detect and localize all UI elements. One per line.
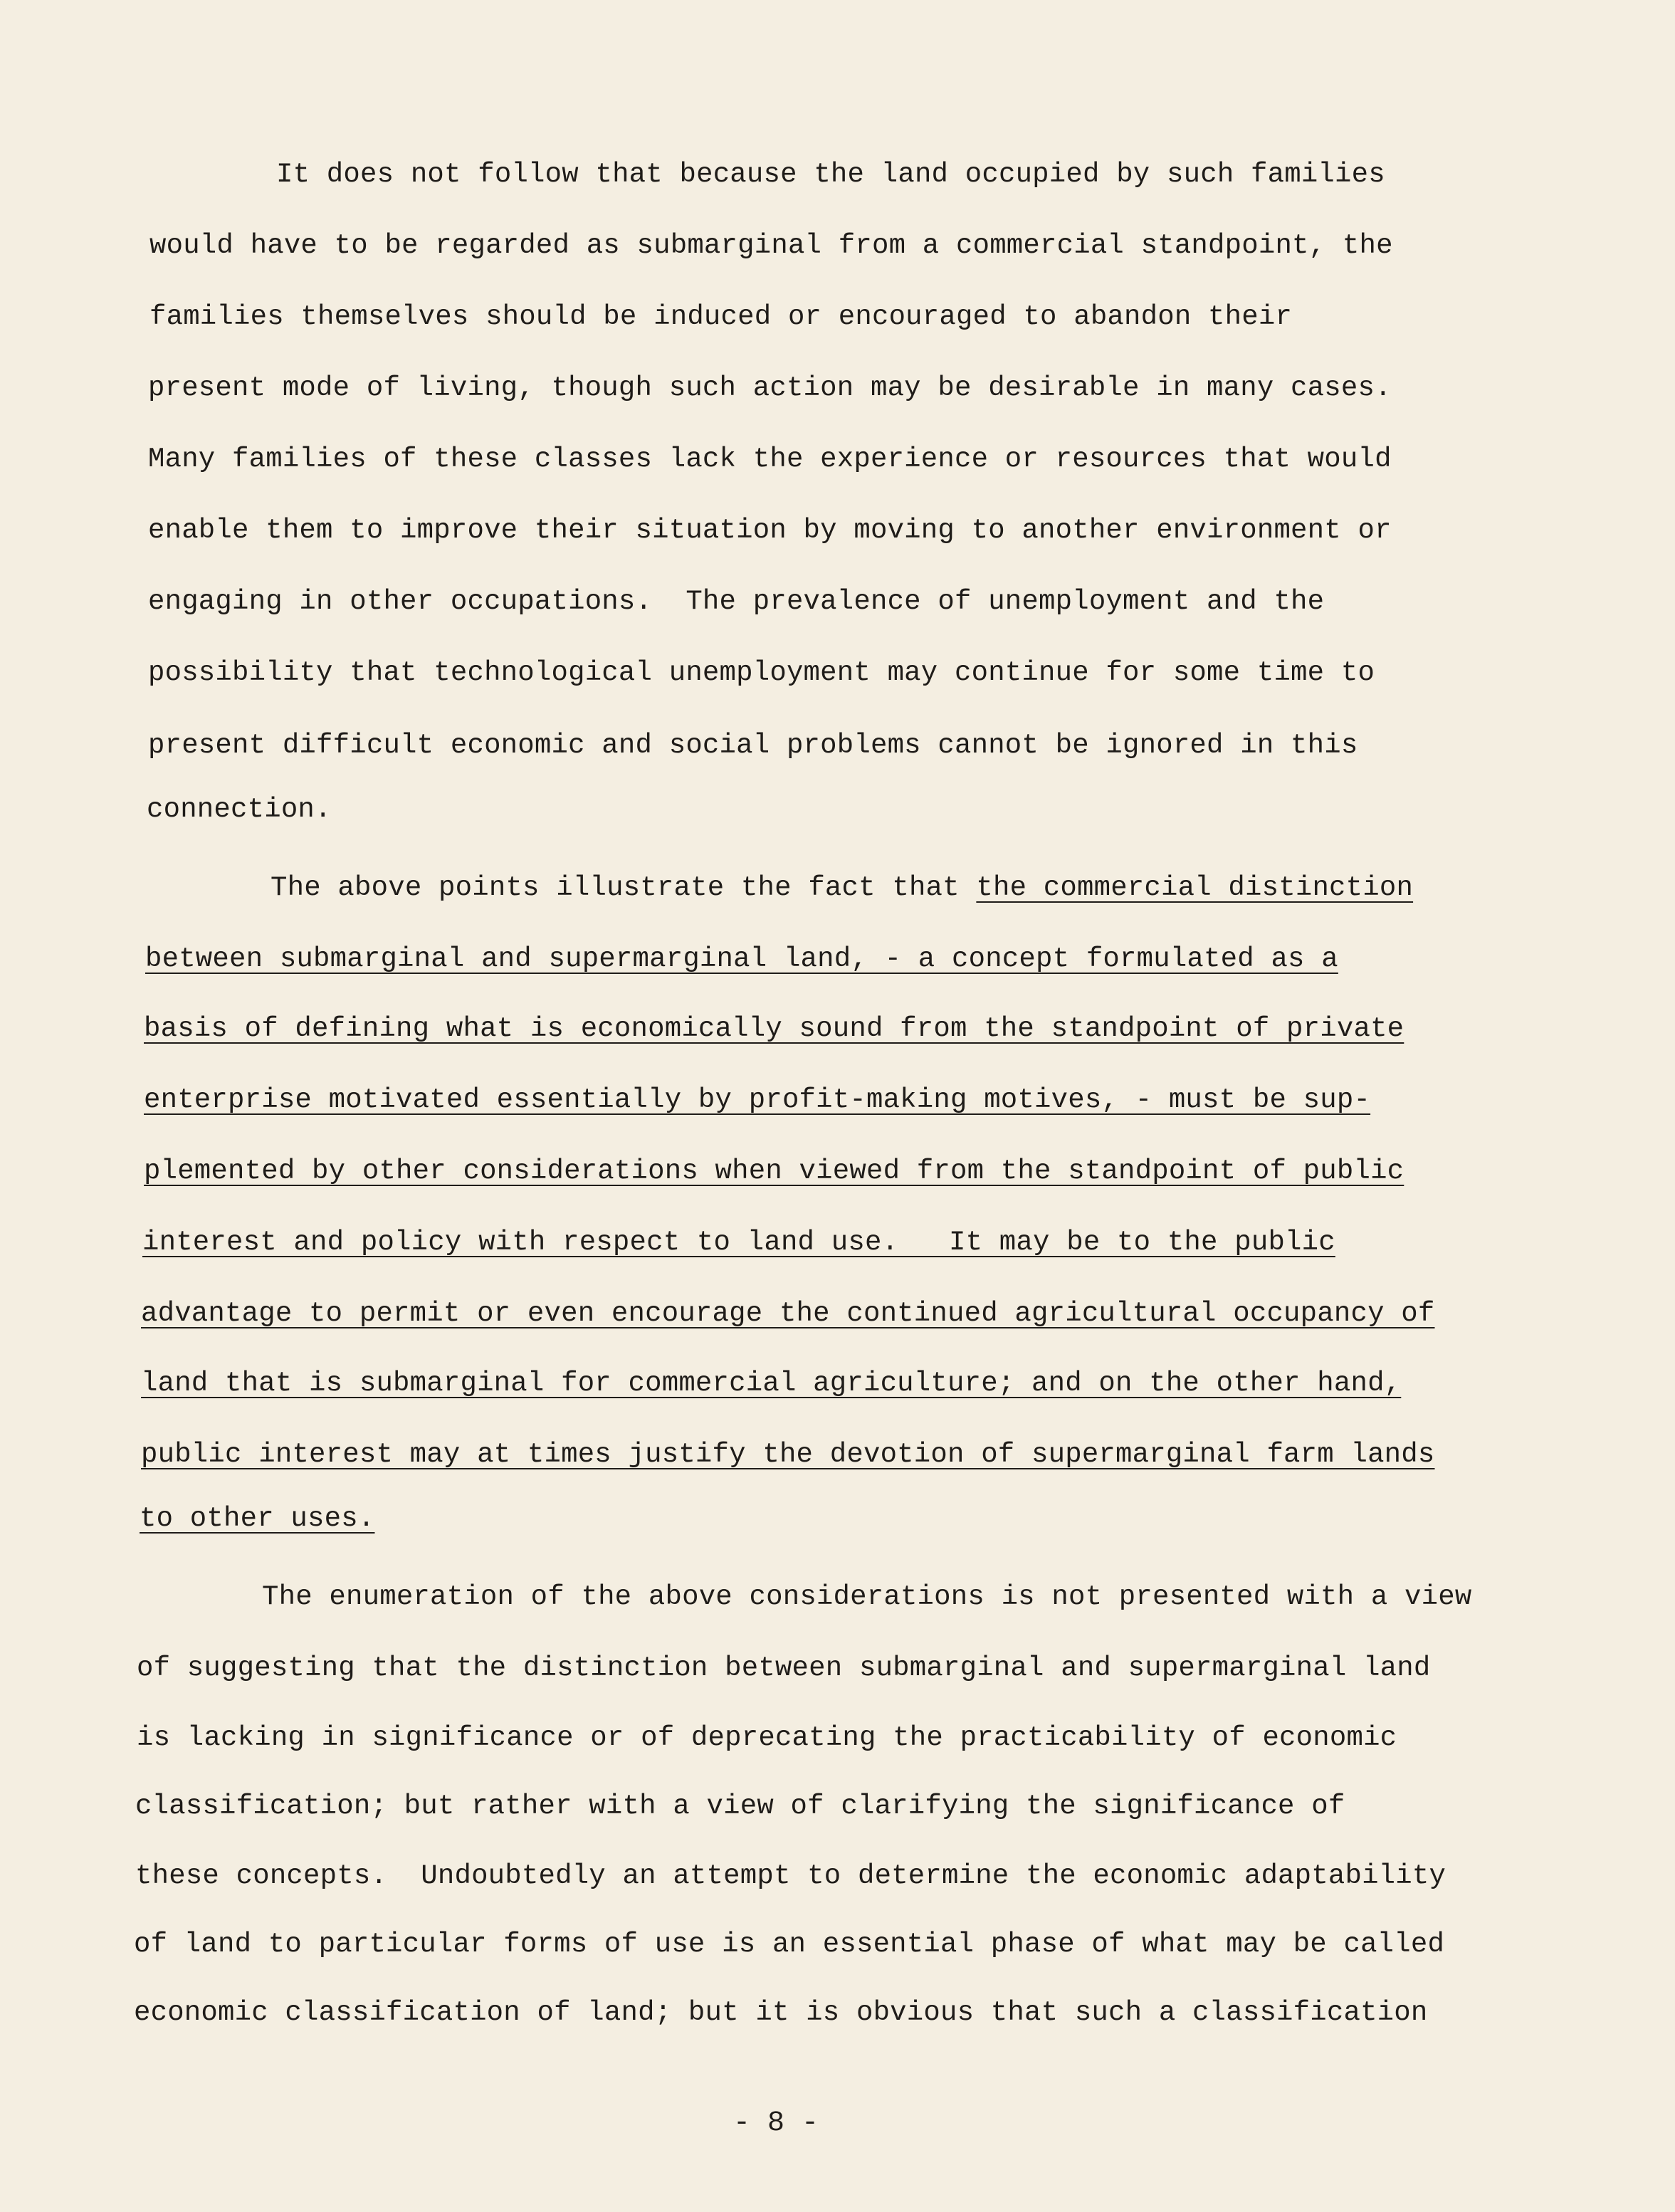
plain-text: The above points illustrate the fact that [271, 872, 977, 903]
paragraph-line: engaging in other occupations. The prevalence of unemployment and the [148, 586, 1325, 617]
paragraph-line: present difficult economic and social problems cannot be ignored in this [148, 730, 1358, 761]
underlined-line: basis of defining what is economically sound from the standpoint of private [144, 1013, 1404, 1044]
paragraph-line: enable them to improve their situation by moving to another environment or [148, 515, 1392, 546]
underlined-line: between submarginal and supermarginal land, - a concept formulated as a [145, 943, 1338, 975]
paragraph-line: classification; but rather with a view of clarifying the significance of [135, 1791, 1345, 1822]
underlined-line: advantage to permit or even encourage the continued agricultural occupancy of [141, 1298, 1435, 1329]
underlined-line: to other uses. [140, 1503, 375, 1534]
paragraph-line [271, 870, 1413, 906]
paragraph-line: would have to be regarded as submarginal from a commercial standpoint, the [149, 230, 1393, 261]
underlined-line: public interest may at times justify the devotion of supermarginal farm lands [141, 1439, 1435, 1470]
paragraph-line: economic classification of land; but it is obvious that such a classification [134, 1997, 1428, 2028]
paragraph-line: Many families of these classes lack the experience or resources that would [148, 444, 1392, 475]
underlined-line: plemented by other considerations when viewed from the standpoint of public [144, 1155, 1404, 1187]
paragraph-line: The enumeration of the above considerations is not presented with a view [262, 1581, 1472, 1613]
underlined-line: enterprise motivated essentially by profit-making motives, - must be sup- [144, 1084, 1371, 1116]
underlined-line: land that is submarginal for commercial agriculture; and on the other hand, [141, 1368, 1402, 1399]
paragraph-line: of land to particular forms of use is an essential phase of what may be called [134, 1929, 1445, 1960]
underlined-line: interest and policy with respect to land use. It may be to the public [142, 1227, 1335, 1258]
paragraph-line: is lacking in significance or of deprecating the practicability of economic [137, 1722, 1397, 1754]
paragraph-line: families themselves should be induced or encouraged to abandon their [149, 301, 1293, 332]
paragraph-line: possibility that technological unemployment may continue for some time to [148, 657, 1375, 688]
paragraph-line: present mode of living, though such action may be desirable in many cases. [148, 372, 1392, 404]
underlined-text: the commercial distinction [976, 872, 1414, 903]
paragraph-line: of suggesting that the distinction between submarginal and supermarginal land [137, 1652, 1431, 1684]
paragraph-line: It does not follow that because the land occupied by such families [276, 159, 1385, 190]
page-number: - 8 - [733, 2107, 819, 2139]
paragraph-line: connection. [147, 794, 332, 825]
paragraph-line: these concepts. Undoubtedly an attempt to determine the economic adaptability [135, 1860, 1446, 1892]
